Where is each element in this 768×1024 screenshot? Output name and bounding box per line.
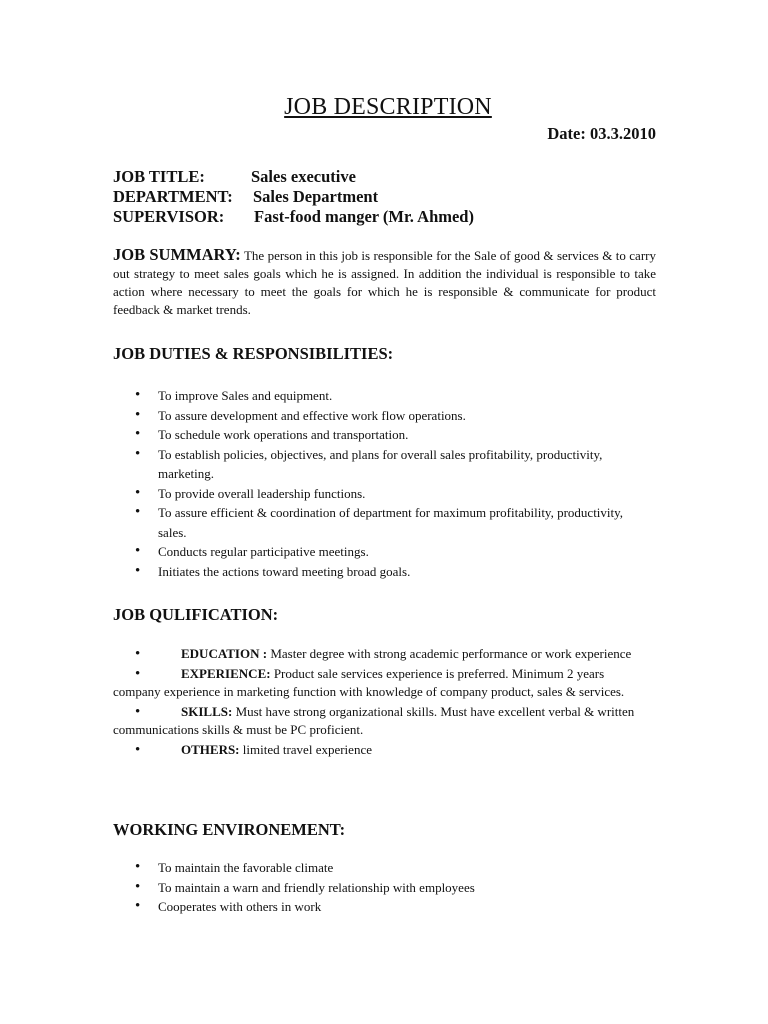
bullet-icon [113, 665, 181, 684]
qualification-item [113, 703, 648, 740]
qualification-text: Master degree with strong academic performance or work experience [270, 646, 632, 661]
list-item: • Cooperates with others in work [113, 897, 633, 917]
environment-list [113, 858, 633, 917]
qualification-label: SKILLS: [181, 703, 233, 719]
job-summary [113, 246, 656, 319]
bullet-icon [113, 703, 181, 722]
document-date: Date: 03.3.2010 [547, 124, 656, 143]
list-item: • Initiates the actions toward meeting broad goals. [113, 562, 633, 582]
info-row-supervisor [113, 207, 474, 227]
bullet-icon [113, 741, 181, 760]
info-row-job-title [113, 167, 356, 187]
list-item: • To establish policies, objectives, and plans for overall sales profitability, productivity, marketing. [113, 445, 633, 484]
list-item: • To provide overall leadership functions. [113, 484, 633, 504]
info-value: Sales executive [251, 167, 356, 186]
info-label: SUPERVISOR: [113, 207, 225, 226]
environment-heading: WORKING ENVIRONEMENT: [113, 820, 346, 839]
list-item: • To maintain the favorable climate [113, 858, 633, 878]
qualification-label: EXPERIENCE: [181, 665, 271, 681]
info-value: Fast-food manger (Mr. Ahmed) [254, 207, 474, 226]
duties-heading: JOB DUTIES & RESPONSIBILITIES: [113, 344, 394, 363]
bullet-icon [113, 645, 181, 664]
qualification-list [113, 645, 648, 760]
info-label: JOB TITLE: [113, 167, 205, 186]
info-value: Sales Department [253, 187, 379, 206]
list-item: • To schedule work operations and transportation. [113, 425, 633, 445]
summary-text: The person in this job is responsible for the Sale of good & services & to carry out strategy to meet sales goals which he is assigned. In addition the individual is responsible to take action where necessary to meet the goals for which he is responsible & communicate for product feedback & market trends. [113, 248, 656, 317]
list-item: • Conducts regular participative meetings. [113, 542, 633, 562]
qualification-label: EDUCATION : [181, 646, 268, 661]
qualification-text: limited travel experience [242, 741, 372, 757]
info-label: DEPARTMENT: [113, 187, 233, 206]
qualification-text: Product sale services experience is preferred. Minimum 2 years company experience in marketing function with knowledge of company product, sales & services. [113, 665, 625, 699]
qualification-heading: JOB QULIFICATION: [113, 605, 279, 624]
list-item: • To assure development and effective work flow operations. [113, 406, 633, 426]
list-item: • To improve Sales and equipment. [113, 386, 633, 406]
qualification-item [113, 645, 648, 664]
document-title: JOB DESCRIPTION [284, 94, 492, 120]
list-item: • To assure efficient & coordination of department for maximum profitability, productivity, sales. [113, 503, 633, 542]
qualification-text: Must have strong organizational skills. Must have excellent verbal & written communications skills & must be PC proficient. [113, 703, 635, 737]
qualification-label: OTHERS: [181, 741, 240, 757]
info-row-department [113, 187, 379, 207]
list-item: • To maintain a warn and friendly relationship with employees [113, 878, 633, 898]
duties-list [113, 386, 633, 581]
summary-label: JOB SUMMARY: [113, 245, 241, 264]
qualification-item [113, 741, 648, 760]
qualification-item [113, 665, 648, 702]
